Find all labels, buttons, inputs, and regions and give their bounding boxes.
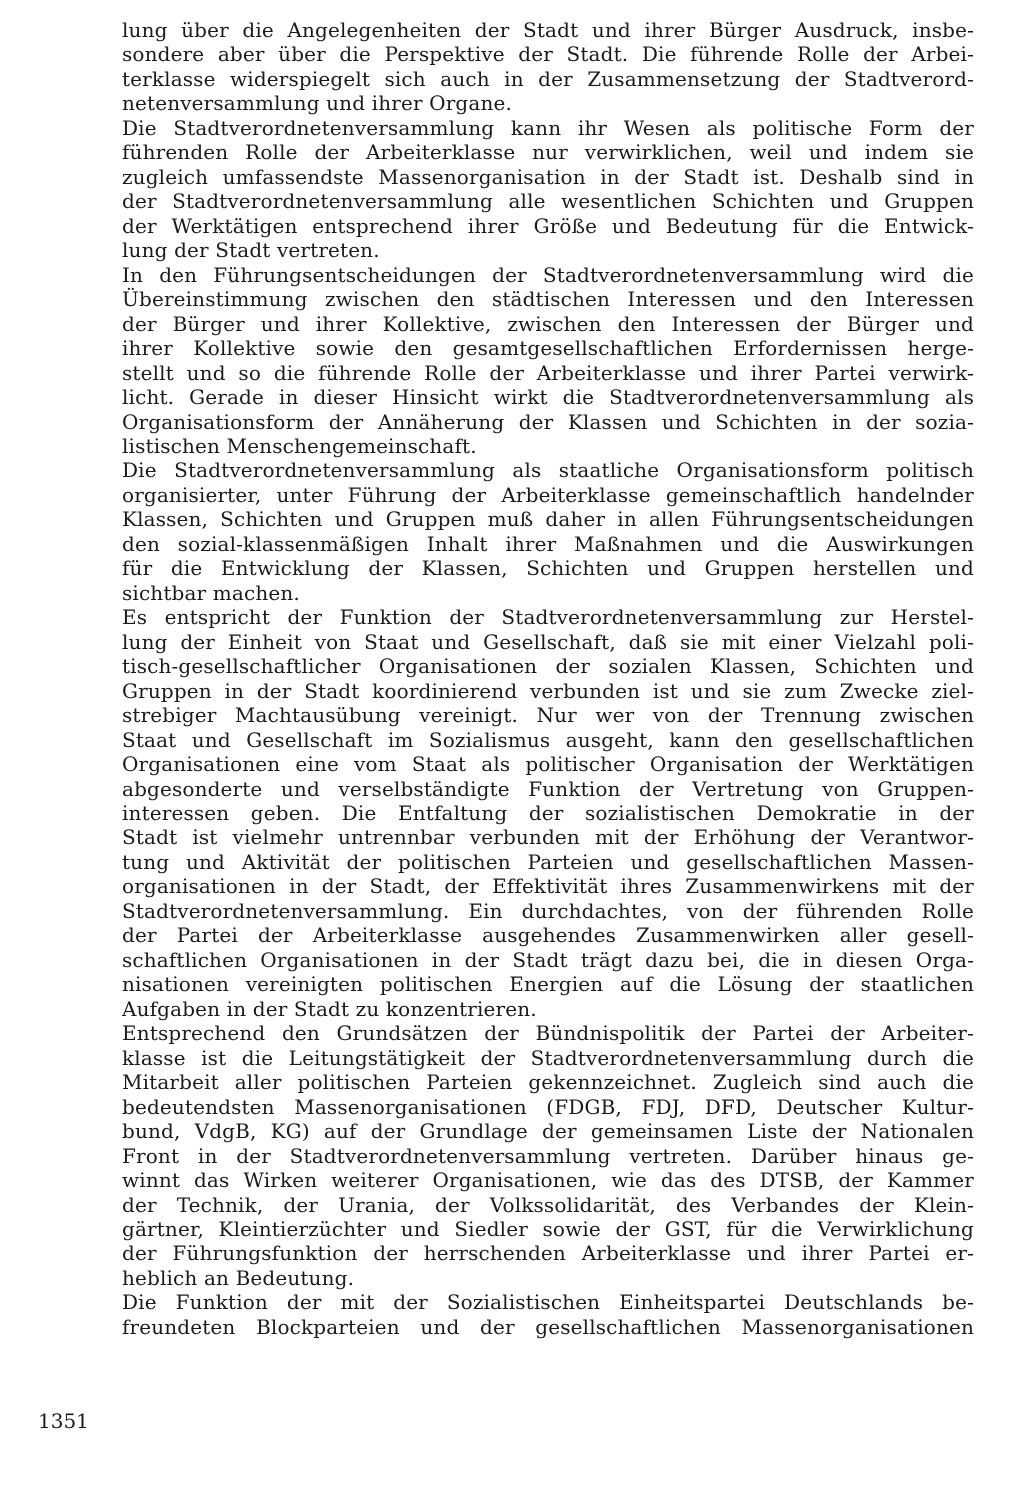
text-line: Übereinstimmung zwischen den städtischen Interessen und den Interessen (122, 287, 974, 312)
text-line: schaftlichen Organisationen in der Stadt trägt dazu bei, die in diesen Orga- (122, 947, 974, 972)
text-line: Front in der Stadtverordnetenversammlung vertreten. Darüber hinaus ge- (122, 1143, 974, 1168)
text-line: Entsprechend den Grundsätzen der Bündnispolitik der Partei der Arbeiter- (122, 1021, 974, 1046)
text-line: heblich an Bedeutung. (122, 1265, 355, 1290)
text-line: winnt das Wirken weiterer Organisationen, wie das des DTSB, der Kammer (122, 1168, 974, 1193)
text-line: Die Stadtverordnetenversammlung kann ihr Wesen als politische Form der (122, 115, 974, 140)
text-line: stellt und so die führende Rolle der Arbeiterklasse und ihrer Partei verwirk- (122, 360, 974, 385)
text-line: sichtbar machen. (122, 580, 300, 605)
text-line: der Partei der Arbeiterklasse ausgehendes Zusammenwirken aller gesell- (122, 923, 974, 948)
text-line: Mitarbeit aller politischen Parteien gekennzeichnet. Zugleich sind auch die (122, 1070, 974, 1095)
text-line: tisch-gesellschaftlicher Organisationen der sozialen Klassen, Schichten und (122, 654, 974, 679)
text-line: gärtner, Kleintierzüchter und Siedler sowie der GST, für die Verwirklichung (122, 1216, 974, 1241)
text-line: Staat und Gesellschaft im Sozialismus ausgeht, kann den gesellschaftlichen (122, 727, 974, 752)
text-line: den sozial-klassenmäßigen Inhalt ihrer Maßnahmen und die Auswirkungen (122, 531, 974, 556)
text-line: lung über die Angelegenheiten der Stadt und ihrer Bürger Ausdruck, insbe- (122, 18, 974, 42)
text-line: der Führungsfunktion der herrschenden Arbeiterklasse und ihrer Partei er- (122, 1241, 974, 1266)
text-line: Gruppen in der Stadt koordinierend verbunden ist und sie zum Zwecke ziel- (122, 678, 974, 703)
text-line: Organisationsform der Annäherung der Klassen und Schichten in der sozia- (122, 409, 974, 434)
text-line: tung und Aktivität der politischen Parteien und gesellschaftlichen Massen- (122, 849, 974, 874)
text-line: der Werktätigen entsprechend ihrer Größe und Bedeutung für die Entwick- (122, 213, 974, 238)
text-line: listischen Menschengemeinschaft. (122, 433, 477, 458)
text-line: terklasse widerspiegelt sich auch in der Zusammensetzung der Stadtverord- (122, 66, 974, 91)
text-line: lung der Stadt vertreten. (122, 238, 380, 263)
text-line: ihrer Kollektive sowie den gesamtgesellschaftlichen Erfordernissen herge- (122, 336, 974, 361)
text-line: interessen geben. Die Entfaltung der sozialistischen Demokratie in der (122, 801, 974, 825)
text-line: strebiger Machtausübung vereinigt. Nur wer von der Trennung zwischen (122, 703, 974, 728)
text-line: freundeten Blockparteien und der gesellschaftlichen Massenorganisationen (122, 1314, 974, 1339)
text-line: organisierter, unter Führung der Arbeiterklasse gemeinschaftlich handelnder (122, 482, 974, 507)
text-line: der Technik, der Urania, der Volkssolidarität, des Verbandes der Klein- (122, 1192, 974, 1217)
text-line: In den Führungsentscheidungen der Stadtverordnetenversammlung wird die (122, 262, 974, 287)
text-line: bedeutendsten Massenorganisationen (FDGB, FDJ, DFD, Deutscher Kultur- (122, 1094, 974, 1119)
text-line: Die Stadtverordnetenversammlung als staatliche Organisationsform politisch (122, 458, 974, 483)
text-line: klasse ist die Leitungstätigkeit der Stadtverordnetenversammlung durch die (122, 1045, 974, 1070)
text-line: netenversammlung und ihrer Organe. (122, 91, 512, 116)
text-line: führenden Rolle der Arbeiterklasse nur verwirklichen, weil und indem sie (122, 140, 974, 165)
text-line: abgesonderte und verselbständigte Funktion der Vertretung von Gruppen- (122, 776, 974, 801)
text-line: zugleich umfassendste Massenorganisation in der Stadt ist. Deshalb sind in (122, 164, 974, 189)
text-line: für die Entwicklung der Klassen, Schichten und Gruppen herstellen und (122, 556, 974, 581)
text-line: Klassen, Schichten und Gruppen muß daher in allen Führungsentscheidungen (122, 507, 974, 532)
text-line: licht. Gerade in dieser Hinsicht wirkt die Stadtverordnetenversammlung als (122, 385, 974, 410)
page-number: 1351 (38, 1409, 89, 1433)
text-line: organisationen in der Stadt, der Effektivität ihres Zusammenwirkens mit der (122, 874, 974, 899)
body-text (122, 18, 974, 1339)
text-line: Organisationen eine vom Staat als politischer Organisation der Werktätigen (122, 752, 974, 777)
text-line: Die Funktion der mit der Sozialistischen Einheitspartei Deutschlands be- (122, 1290, 974, 1315)
text-line: der Stadtverordnetenversammlung alle wesentlichen Schichten und Gruppen (122, 189, 974, 214)
text-line: der Bürger und ihrer Kollektive, zwischen den Interessen der Bürger und (122, 311, 974, 336)
text-line: nisationen vereinigten politischen Energien auf die Lösung der staatlichen (122, 972, 974, 997)
text-line: Stadtverordnetenversammlung. Ein durchdachtes, von der führenden Rolle (122, 898, 974, 923)
text-line: lung der Einheit von Staat und Gesellschaft, daß sie mit einer Vielzahl poli- (122, 629, 974, 654)
text-line: sondere aber über die Perspektive der Stadt. Die führende Rolle der Arbei- (122, 42, 974, 67)
text-line: Aufgaben in der Stadt zu konzentrieren. (122, 996, 537, 1021)
text-line: Es entspricht der Funktion der Stadtverordnetenversammlung zur Herstel- (122, 605, 974, 630)
text-line: bund, VdgB, KG) auf der Grundlage der gemeinsamen Liste der Nationalen (122, 1119, 974, 1144)
text-line: Stadt ist vielmehr untrennbar verbunden mit der Erhöhung der Verantwor- (122, 825, 974, 850)
